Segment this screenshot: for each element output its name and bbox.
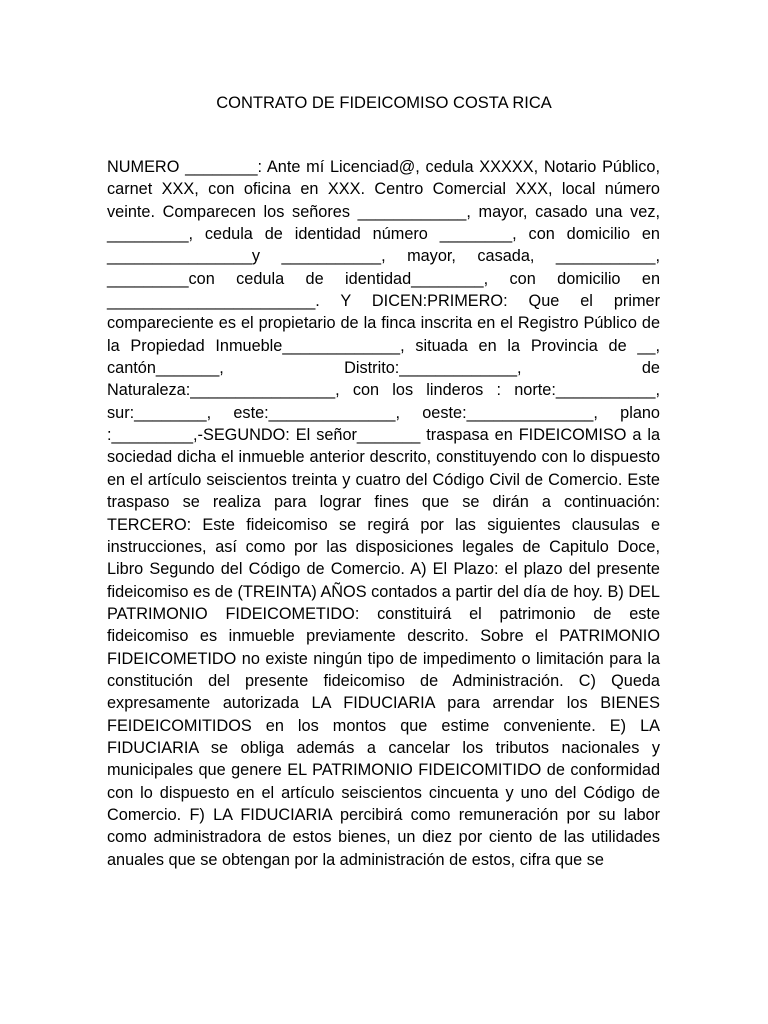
document-title: CONTRATO DE FIDEICOMISO COSTA RICA <box>216 94 552 112</box>
document-body <box>107 156 660 871</box>
body-paragraph: NUMERO ________: Ante mí Licenciad@, cedula XXXXX, Notario Público, carnet XXX, con oficina en XXX. Centro Comercial XXX, local número veinte. Comparecen los señores ____________, mayor, casado una vez, _________, cedula de identidad número ________, con domicilio en ________________y ___________, mayor, casada, ___________, _________con cedula de identidad________, con domicilio en _______________________. Y DICEN:PRIMERO: Que el primer compareciente es el propietario de la finca inscrita en el Registro Público de la Propiedad Inmueble_____________, situada en la Provincia de __, cantón_______, Distrito:_____________, de Naturaleza:________________, con los linderos : norte:___________, sur:________, este:______________, oeste:______________, plano :_________,-SEGUNDO: El señor_______ traspasa en FIDEICOMISO a la sociedad dicha el inmueble anterior descrito, constituyendo con lo dispuesto en el artículo seiscientos treinta y cuatro del Código Civil de Comercio. Este traspaso se realiza para lograr fines que se dirán a continuación: TERCERO: Este fideicomiso se regirá por las siguientes clausulas e instrucciones, así como por las disposiciones legales de Capitulo Doce, Libro Segundo del Código de Comercio. A) El Plazo: el plazo del presente fideicomiso es de (TREINTA) AÑOS contados a partir del día de hoy. B) DEL PATRIMONIO FIDEICOMETIDO: constituirá el patrimonio de este fideicomiso es inmueble previamente descrito. Sobre el PATRIMONIO FIDEICOMETIDO no existe ningún tipo de impedimento o limitación para la constitución del presente fideicomiso de Administración. C) Queda expresamente autorizada LA FIDUCIARIA para arrendar los BIENES FEIDEICOMITIDOS en los montos que estime conveniente. E) LA FIDUCIARIA se obliga además a cancelar los tributos nacionales y municipales que genere EL PATRIMONIO FIDEICOMITIDO de conformidad con lo dispuesto en el artículo seiscientos cincuenta y uno del Código de Comercio. F) LA FIDUCIARIA percibirá como remuneración por su labor como administradora de estos bienes, un diez por ciento de las utilidades anuales que se obtengan por la administración de estos, cifra que se <box>107 158 660 869</box>
